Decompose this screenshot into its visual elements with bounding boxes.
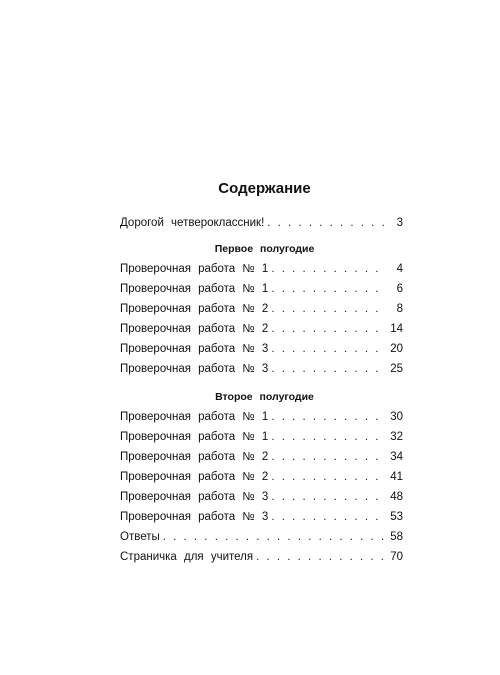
dot-leader xyxy=(256,547,386,567)
toc-entry-page: 34 xyxy=(390,451,403,463)
toc-entry-answers xyxy=(120,527,403,547)
toc-entry-label: Проверочная работа № 1 xyxy=(120,411,269,423)
toc-entry xyxy=(120,447,403,467)
dot-leader xyxy=(271,299,386,319)
dot-leader xyxy=(271,407,386,427)
toc-entry-page: 8 xyxy=(396,303,403,315)
toc-entry-page: 32 xyxy=(390,431,403,443)
toc-entry xyxy=(120,259,403,279)
toc-entry-label: Проверочная работа № 1 xyxy=(120,283,269,295)
toc-entry-intro xyxy=(120,213,403,233)
toc-entry-label: Проверочная работа № 3 xyxy=(120,343,269,355)
toc-entry xyxy=(120,407,403,427)
toc-entry-label: Страничка для учителя xyxy=(120,551,254,563)
toc-entry xyxy=(120,427,403,447)
toc-entry xyxy=(120,359,403,379)
toc-entry-page: 30 xyxy=(390,411,403,423)
toc-entry xyxy=(120,319,403,339)
toc-entry-page: 48 xyxy=(390,491,403,503)
table-of-contents xyxy=(120,180,403,567)
dot-leader xyxy=(271,507,386,527)
toc-entry-page: 14 xyxy=(390,323,403,335)
toc-entry xyxy=(120,487,403,507)
dot-leader xyxy=(271,259,386,279)
toc-entry xyxy=(120,467,403,487)
section-heading-first-half: Первое полугодие xyxy=(214,243,315,255)
toc-entry-page: 6 xyxy=(396,283,403,295)
toc-entry-label: Ответы xyxy=(120,531,160,543)
dot-leader xyxy=(271,339,386,359)
toc-entry-teacher-page xyxy=(120,547,403,567)
dot-leader xyxy=(271,447,386,467)
dot-leader xyxy=(271,427,386,447)
toc-entry-page: 70 xyxy=(390,551,403,563)
toc-entry-label: Проверочная работа № 2 xyxy=(120,303,269,315)
toc-entry-label: Проверочная работа № 3 xyxy=(120,511,269,523)
toc-entry-page: 25 xyxy=(390,363,403,375)
toc-title: Содержание xyxy=(218,180,311,197)
toc-entry xyxy=(120,507,403,527)
dot-leader xyxy=(163,527,386,547)
toc-entry-label: Дорогой четвероклассник! xyxy=(120,217,265,229)
toc-entry-label: Проверочная работа № 2 xyxy=(120,323,269,335)
toc-entry-label: Проверочная работа № 2 xyxy=(120,471,269,483)
toc-entry-label: Проверочная работа № 3 xyxy=(120,491,269,503)
toc-entry xyxy=(120,299,403,319)
dot-leader xyxy=(267,213,386,233)
dot-leader xyxy=(271,319,386,339)
dot-leader xyxy=(271,279,386,299)
toc-entry-page: 58 xyxy=(390,531,403,543)
toc-entry-page: 41 xyxy=(390,471,403,483)
toc-entry-page: 53 xyxy=(390,511,403,523)
toc-entry xyxy=(120,279,403,299)
toc-entry-page: 20 xyxy=(390,343,403,355)
toc-entry-label: Проверочная работа № 1 xyxy=(120,263,269,275)
dot-leader xyxy=(271,359,386,379)
dot-leader xyxy=(271,467,386,487)
toc-entry-label: Проверочная работа № 1 xyxy=(120,431,269,443)
toc-entry-label: Проверочная работа № 2 xyxy=(120,451,269,463)
toc-entry-page: 4 xyxy=(396,263,403,275)
section-heading-second-half: Второе полугодие xyxy=(215,391,314,403)
toc-entry-label: Проверочная работа № 3 xyxy=(120,363,269,375)
toc-entry-page: 3 xyxy=(396,217,403,229)
dot-leader xyxy=(271,487,386,507)
toc-entry xyxy=(120,339,403,359)
